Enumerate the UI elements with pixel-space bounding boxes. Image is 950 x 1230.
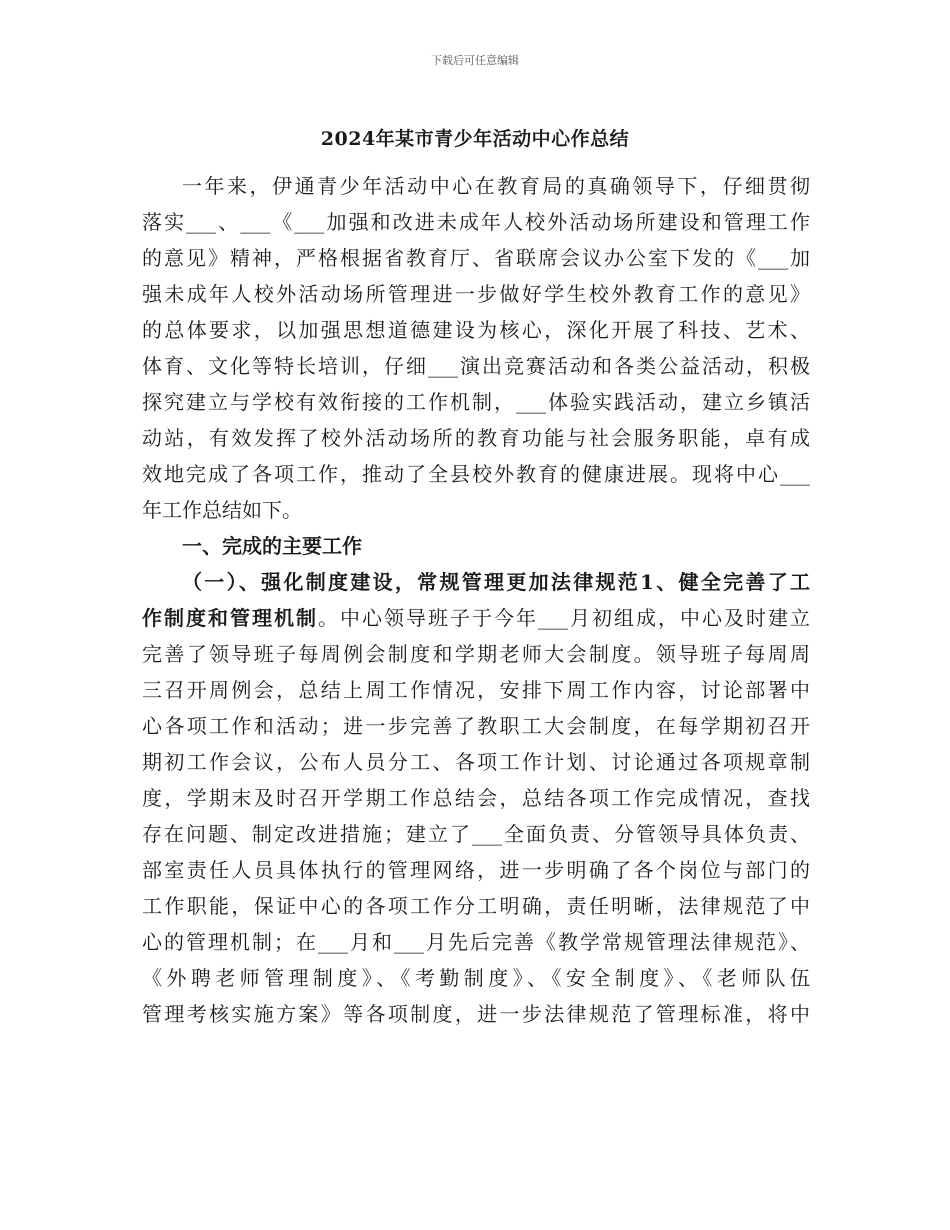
text-line-segment: 《外聘老师管理制度》、《考勤制度》、《安全制度》、《老师队伍 — [142, 966, 810, 990]
text-line-segment: 存在问题、制定改进措施；建立了___全面负责、分管领导具体负责、 — [142, 822, 810, 846]
text-line-segment: （一）、强化制度建设，常规管理更加法律规范1、健全完善了工 — [182, 570, 810, 594]
text-line-segment: 工作职能，保证中心的各项工作分工明确，责任明晰，法律规范了中 — [142, 894, 810, 918]
text-line — [142, 348, 810, 384]
text-line — [142, 312, 810, 348]
text-line-segment: 落实___、___《___加强和改进未成年人校外活动场所建设和管理工作 — [142, 210, 810, 234]
text-line — [142, 456, 810, 492]
text-line-segment: 期初工作会议，公布人员分工、各项工作计划、讨论通过各项规章制 — [142, 750, 810, 774]
text-line — [142, 528, 810, 564]
text-line — [142, 996, 810, 1032]
text-line — [142, 780, 810, 816]
text-line-segment: 三召开周例会，总结上周工作情况，安排下周工作内容，讨论部署中 — [142, 678, 810, 702]
text-line — [142, 672, 810, 708]
text-line-segment: 的意见》精神，严格根据省教育厅、省联席会议办公室下发的《___加 — [142, 246, 810, 270]
text-line — [142, 600, 810, 636]
text-line — [142, 276, 810, 312]
text-line-segment: 完善了领导班子每周例会制度和学期老师大会制度。领导班子每周周 — [142, 642, 810, 666]
text-line-segment: 。中心领导班子于今年___月初组成，中心及时建立 — [318, 606, 810, 630]
document-title: 2024年某市青少年活动中心作总结 — [320, 128, 630, 150]
text-line — [142, 744, 810, 780]
text-line — [142, 240, 810, 276]
text-line — [142, 168, 810, 204]
text-line — [142, 888, 810, 924]
document-body — [142, 168, 810, 1032]
text-line-segment: 探究建立与学校有效衔接的工作机制，___体验实践活动，建立乡镇活 — [142, 390, 810, 414]
text-line-segment: 一、完成的主要工作 — [182, 534, 362, 558]
text-line-segment: 一年来，伊通青少年活动中心在教育局的真确领导下，仔细贯彻 — [182, 174, 810, 198]
text-line — [142, 204, 810, 240]
page-header: 下载后可任意编辑 — [431, 54, 519, 67]
text-line-segment: 度，学期末及时召开学期工作总结会，总结各项工作完成情况，查找 — [142, 786, 810, 810]
text-line — [142, 636, 810, 672]
text-line — [142, 924, 810, 960]
text-line-segment: 体育、文化等特长培训，仔细___演出竞赛活动和各类公益活动，积极 — [142, 354, 810, 378]
text-line-segment: 部室责任人员具体执行的管理网络，进一步明确了各个岗位与部门的 — [142, 858, 810, 882]
text-line — [142, 564, 810, 600]
text-line-segment: 心的管理机制；在___月和___月先后完善《教学常规管理法律规范》、 — [142, 930, 810, 954]
text-line-segment: 年工作总结如下。 — [142, 498, 302, 522]
text-line — [142, 708, 810, 744]
text-line — [142, 852, 810, 888]
text-line-segment: 管理考核实施方案》等各项制度，进一步法律规范了管理标准，将中 — [142, 1002, 810, 1026]
text-line — [142, 816, 810, 852]
text-line — [142, 384, 810, 420]
text-line-segment: 心各项工作和活动；进一步完善了教职工大会制度，在每学期初召开 — [142, 714, 810, 738]
text-line-segment: 强未成年人校外活动场所管理进一步做好学生校外教育工作的意见》 — [142, 282, 810, 306]
text-line-segment: 动站，有效发挥了校外活动场所的教育功能与社会服务职能，卓有成 — [142, 426, 810, 450]
text-line-segment: 的总体要求，以加强思想道德建设为核心，深化开展了科技、艺术、 — [142, 318, 810, 342]
text-line — [142, 420, 810, 456]
text-line — [142, 492, 810, 528]
text-line-segment: 作制度和管理机制 — [142, 606, 318, 630]
text-line-segment: 效地完成了各项工作，推动了全县校外教育的健康进展。现将中心___ — [142, 462, 810, 486]
text-line — [142, 960, 810, 996]
